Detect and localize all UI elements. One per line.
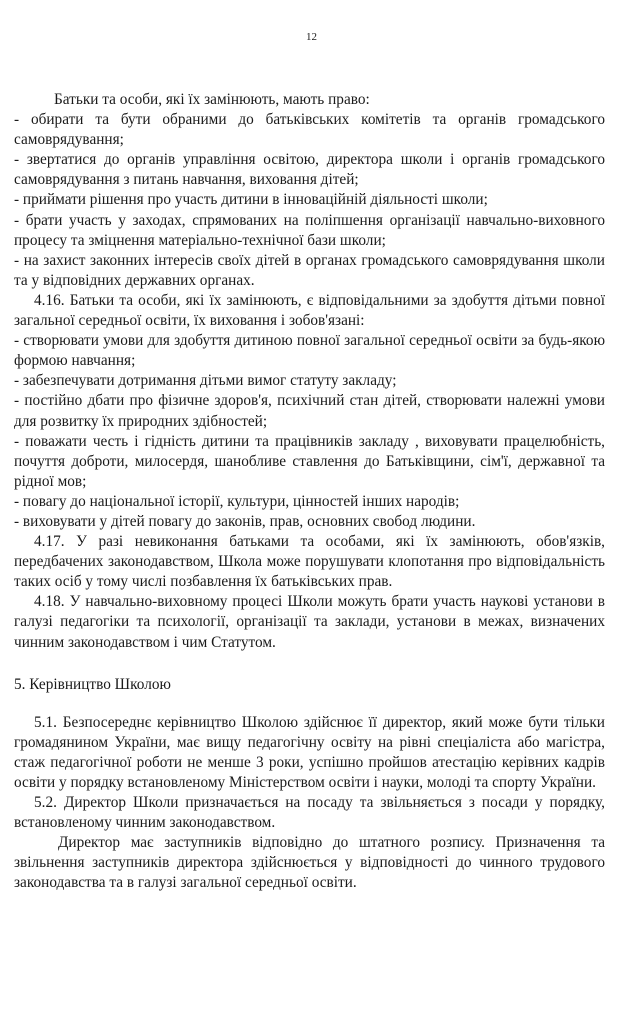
page-number: 12 bbox=[306, 31, 317, 43]
paragraph-4-17: 4.17. У разі невиконання батьками та особами, які їх замінюють, обов'язків, передбачених законодавством, Школа може порушувати клопотання про відповідальність таких осіб у тому числі позбавлення їх батьківських прав. bbox=[14, 533, 605, 591]
list-item: - брати участь у заходах, спрямованих на поліпшення організації навчально-виховного процесу та зміцнення матеріально-технічної бази школи; bbox=[14, 211, 605, 249]
list-item: - виховувати у дітей повагу до законів, прав, основних свобод людини. bbox=[14, 512, 476, 530]
list-item: - звертатися до органів управління освітою, директора школи і органів громадського самоврядування з питань навчання, виховання дітей; bbox=[14, 151, 605, 189]
list-item: - створювати умови для здобуття дитиною повної загальної середньої освіти за будь-якою формою навчання; bbox=[14, 332, 605, 370]
list-item: - забезпечувати дотримання дітьми вимог статуту закладу; bbox=[14, 372, 397, 390]
list-item: - поважати честь і гідність дитини та працівників закладу , виховувати працелюбність, почуття доброти, милосердя, шанобливе ставлення до Батьківщини, сім'ї, державної та рідної мов; bbox=[14, 432, 605, 490]
section-heading: 5. Керівництво Школою bbox=[14, 675, 171, 693]
list-item: - обирати та бути обраними до батьківських комітетів та органів громадського самоврядування; bbox=[14, 111, 605, 149]
paragraph-parents-rights-intro: Батьки та особи, які їх замінюють, мають право: bbox=[54, 91, 370, 108]
list-item: - на захист законних інтересів своїх дітей в органах громадського самоврядування школи та у відповідних державних органах. bbox=[14, 251, 605, 289]
paragraph-4-18: 4.18. У навчально-виховному процесі Школи можуть брати участь наукові установи в галузі педагогіки та психології, організації та заклади, установи в межах, визначених чинним законодавством і чим Статутом. bbox=[14, 593, 605, 651]
document-body bbox=[14, 90, 605, 894]
list-item: - приймати рішення про участь дитини в інноваційній діяльності школи; bbox=[14, 191, 488, 209]
paragraph-5-1: 5.1. Безпосереднє керівництво Школою здійснює її директор, який може бути тільки громадянином України, має вищу педагогічну освіту на рівні спеціаліста або магістра, стаж педагогічної роботи не менше 3 роки, успішно пройшов атестацію керівних кадрів освіти у порядку встановленому Міністерством освіти і науки, молоді та спорту України. bbox=[14, 713, 605, 791]
list-item: - повагу до національної історії, культури, цінностей інших народів; bbox=[14, 492, 460, 510]
paragraph-4-16: 4.16. Батьки та особи, які їх замінюють, є відповідальними за здобуття дітьми повної загальної середньої освіти, їх виховання і зобов'язані: bbox=[14, 291, 605, 330]
paragraph-deputies: Директор має заступників відповідно до штатного розпису. Призначення та звільнення заступників директора здійснюється у відповідності до чинного трудового законодавства та в галузі загальної середньої освіти. bbox=[14, 834, 605, 892]
paragraph-5-2: 5.2. Директор Школи призначається на посаду та звільняється з посади у порядку, встановленому чинним законодавством. bbox=[14, 794, 605, 832]
list-item: - постійно дбати про фізичне здоров'я, психічний стан дітей, створювати належні умови для розвитку їх природних здібностей; bbox=[14, 392, 605, 430]
